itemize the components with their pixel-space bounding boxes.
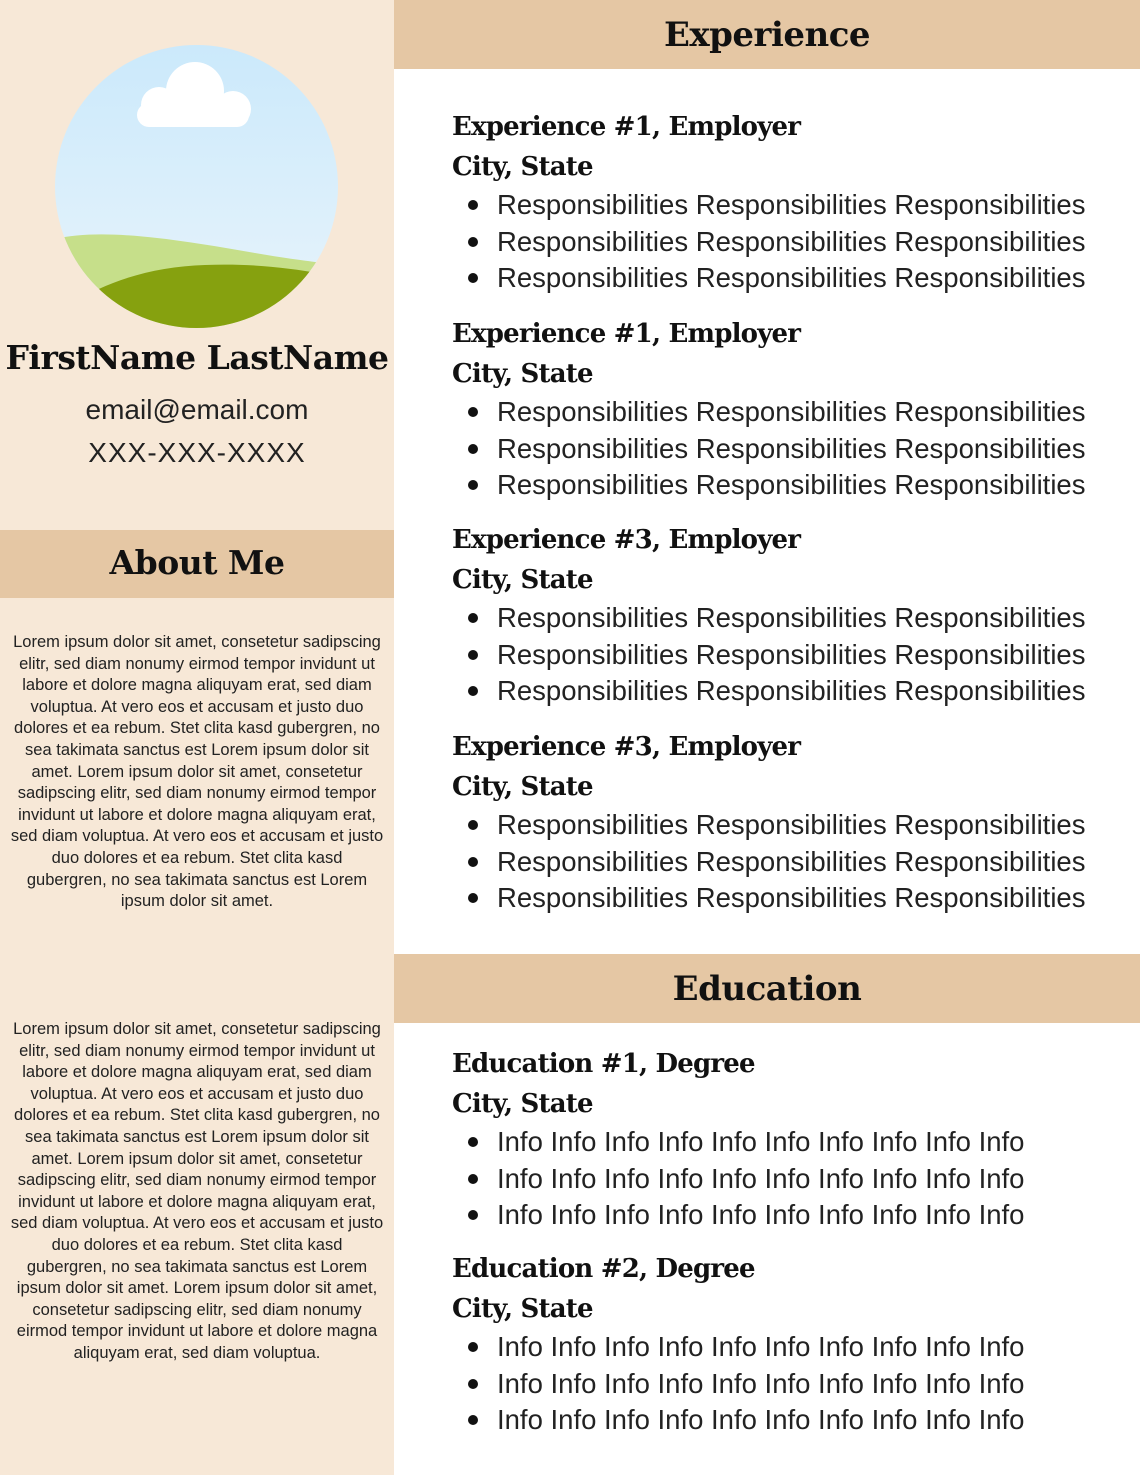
list-item bbox=[452, 1329, 1132, 1366]
list-item bbox=[452, 807, 1132, 844]
education-title: Education #1, Degree bbox=[452, 1049, 755, 1079]
experience-location: City, State bbox=[452, 772, 593, 802]
bullet-icon bbox=[468, 273, 478, 283]
bullet-icon bbox=[468, 686, 478, 696]
education-entry bbox=[452, 1044, 1132, 1234]
about-paragraph-2: Lorem ipsum dolor sit amet, consetetur sadipscing elitr, sed diam nonumy eirmod tempor invidunt ut labore et dolore magna aliquyam erat, sed diam voluptua. At vero eos et accusam et justo duo dolores et ea rebum. Stet clita kasd gubergren, no sea takimata sanctus est Lorem ipsum dolor sit amet. Lorem ipsum dolor sit amet, consetetur sadipscing elitr, sed diam nonumy eirmod tempor invidunt ut labore et dolore magna aliquyam erat, sed diam voluptua. At vero eos et accusam et justo duo dolores et ea rebum. Stet clita kasd gubergren, no sea takimata sanctus est Lorem ipsum dolor sit amet. Lorem ipsum dolor sit amet, consetetur sadipscing elitr, sed diam nonumy eirmod tempor invidunt ut labore et dolore magna aliquyam erat, sed diam voluptua. bbox=[10, 1020, 384, 1362]
bullet-text: Info Info Info Info Info Info Info Info Info Info bbox=[497, 1162, 1025, 1194]
bullet-icon bbox=[468, 613, 478, 623]
bullet-text: Responsibilities Responsibilities Responsibilities bbox=[497, 432, 1086, 464]
experience-location: City, State bbox=[452, 565, 593, 595]
list-item bbox=[452, 394, 1132, 431]
bullet-icon bbox=[468, 407, 478, 417]
list-item bbox=[452, 1161, 1132, 1198]
bullet-text: Responsibilities Responsibilities Responsibilities bbox=[497, 262, 1086, 293]
about-me-heading: About Me bbox=[0, 530, 394, 598]
bullet-text: Responsibilities Responsibilities Responsibilities bbox=[497, 638, 1086, 670]
info-list bbox=[452, 1124, 1132, 1234]
responsibility-list bbox=[452, 187, 1132, 297]
bullet-icon bbox=[468, 1415, 478, 1425]
list-item bbox=[452, 260, 1132, 297]
bullet-icon bbox=[468, 820, 478, 830]
bullet-text: Info Info Info Info Info Info Info Info Info Info bbox=[497, 1126, 1025, 1157]
bullet-text: Responsibilities Responsibilities Responsibilities bbox=[497, 469, 1086, 500]
bullet-icon bbox=[468, 1342, 478, 1352]
list-item bbox=[452, 224, 1132, 261]
experience-entry bbox=[452, 107, 1132, 297]
list-item bbox=[452, 467, 1132, 504]
experience-entry bbox=[452, 520, 1132, 710]
bullet-icon bbox=[468, 444, 478, 454]
bullet-icon bbox=[468, 237, 478, 247]
experience-title: Experience #1, Employer bbox=[452, 319, 801, 349]
bullet-icon bbox=[468, 1174, 478, 1184]
bullet-text: Info Info Info Info Info Info Info Info Info Info bbox=[497, 1199, 1025, 1230]
profile-photo bbox=[55, 45, 338, 328]
education-title: Education #2, Degree bbox=[452, 1254, 755, 1284]
education-location: City, State bbox=[452, 1294, 593, 1324]
experience-heading: Experience bbox=[394, 0, 1140, 69]
list-item bbox=[452, 1402, 1132, 1439]
bullet-text: Responsibilities Responsibilities Responsibilities bbox=[497, 602, 1086, 633]
list-item bbox=[452, 673, 1132, 710]
experience-entry bbox=[452, 727, 1132, 917]
list-item bbox=[452, 880, 1132, 917]
bullet-text: Responsibilities Responsibilities Responsibilities bbox=[497, 809, 1086, 840]
experience-title: Experience #1, Employer bbox=[452, 112, 801, 142]
list-item bbox=[452, 600, 1132, 637]
list-item bbox=[452, 1366, 1132, 1403]
experience-title: Experience #3, Employer bbox=[452, 525, 801, 555]
phone-number: XXX-XXX-XXXX bbox=[88, 437, 306, 468]
list-item bbox=[452, 431, 1132, 468]
bullet-icon bbox=[468, 1137, 478, 1147]
bullet-icon bbox=[468, 857, 478, 867]
about-paragraph-1: Lorem ipsum dolor sit amet, consetetur sadipscing elitr, sed diam nonumy eirmod tempor invidunt ut labore et dolore magna aliquyam erat, sed diam voluptua. At vero eos et accusam et justo duo dolores et ea rebum. Stet clita kasd gubergren, no sea takimata sanctus est Lorem ipsum dolor sit amet. Lorem ipsum dolor sit amet, consetetur sadipscing elitr, sed diam nonumy eirmod tempor invidunt ut labore et dolore magna aliquyam erat, sed diam voluptua. At vero eos et accusam et justo duo dolores et ea rebum. Stet clita kasd gubergren, no sea takimata sanctus est Lorem ipsum dolor sit amet. bbox=[10, 633, 384, 911]
list-item bbox=[452, 1197, 1132, 1234]
experience-location: City, State bbox=[452, 152, 593, 182]
bullet-text: Info Info Info Info Info Info Info Info Info Info bbox=[497, 1331, 1025, 1362]
list-item bbox=[452, 187, 1132, 224]
experience-location: City, State bbox=[452, 359, 593, 389]
bullet-text: Responsibilities Responsibilities Responsibilities bbox=[497, 225, 1086, 257]
email-address: email@email.com bbox=[85, 394, 309, 425]
responsibility-list bbox=[452, 600, 1132, 710]
bullet-icon bbox=[468, 1379, 478, 1389]
experience-entry bbox=[452, 314, 1132, 504]
experience-title: Experience #3, Employer bbox=[452, 732, 801, 762]
responsibility-list bbox=[452, 394, 1132, 504]
sidebar bbox=[0, 0, 394, 1475]
education-location: City, State bbox=[452, 1089, 593, 1119]
bullet-icon bbox=[468, 480, 478, 490]
bullet-icon bbox=[468, 650, 478, 660]
list-item bbox=[452, 844, 1132, 881]
bullet-text: Info Info Info Info Info Info Info Info Info Info bbox=[497, 1404, 1025, 1435]
bullet-text: Responsibilities Responsibilities Responsibilities bbox=[497, 882, 1086, 913]
list-item bbox=[452, 1124, 1132, 1161]
bullet-icon bbox=[468, 200, 478, 210]
bullet-text: Info Info Info Info Info Info Info Info Info Info bbox=[497, 1367, 1025, 1399]
education-heading: Education bbox=[394, 954, 1140, 1023]
info-list bbox=[452, 1329, 1132, 1439]
bullet-icon bbox=[468, 893, 478, 903]
education-entry bbox=[452, 1249, 1132, 1439]
bullet-text: Responsibilities Responsibilities Responsibilities bbox=[497, 845, 1086, 877]
bullet-icon bbox=[468, 1210, 478, 1220]
bullet-text: Responsibilities Responsibilities Responsibilities bbox=[497, 675, 1086, 706]
list-item bbox=[452, 637, 1132, 674]
bullet-text: Responsibilities Responsibilities Responsibilities bbox=[497, 189, 1086, 220]
full-name: FirstName LastName bbox=[5, 338, 389, 377]
responsibility-list bbox=[452, 807, 1132, 917]
landscape-avatar-icon bbox=[55, 45, 338, 328]
bullet-text: Responsibilities Responsibilities Responsibilities bbox=[497, 396, 1086, 427]
